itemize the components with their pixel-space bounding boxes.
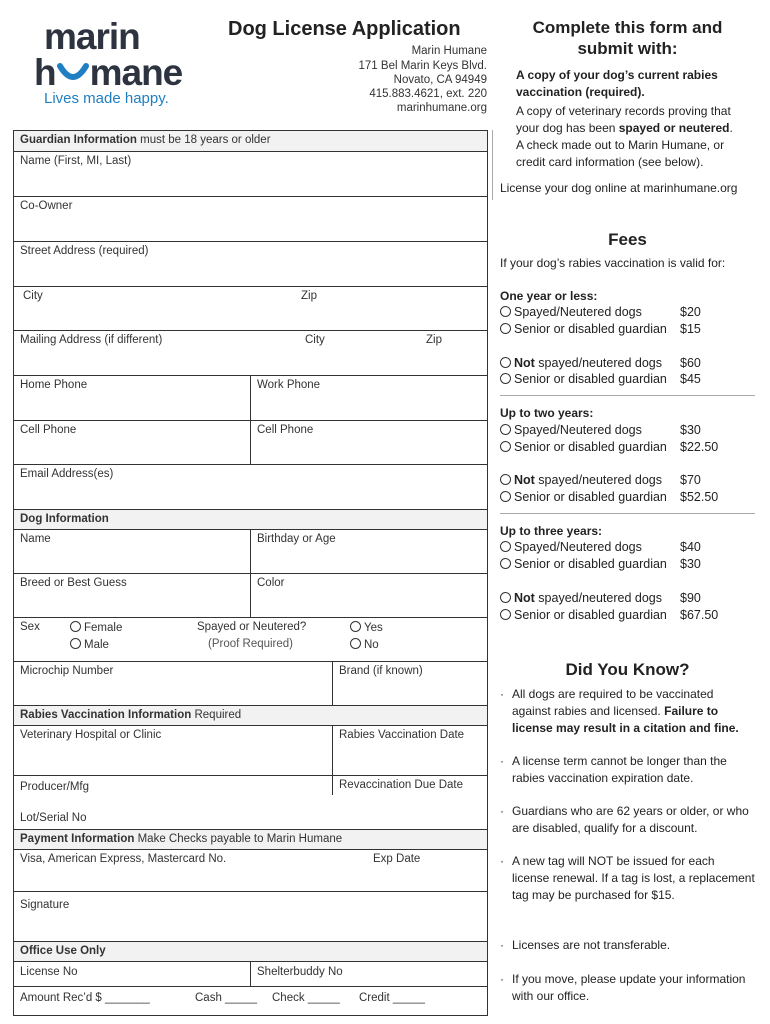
fee-group-1yr: One year or less: — [500, 289, 598, 303]
work-phone-field[interactable] — [250, 376, 487, 420]
home-phone-label: Home Phone — [20, 379, 88, 391]
price-2yr-not-senior: $52.50 — [680, 490, 719, 504]
guardian-name-field[interactable] — [14, 151, 487, 196]
item3-line1: A check made out to Marin Humane, or — [516, 138, 725, 152]
yes-radio-icon — [350, 621, 361, 632]
fee-radio-icon — [500, 441, 511, 452]
rabies-header-note: Required — [194, 709, 242, 721]
male-label: Male — [84, 639, 109, 651]
producer-label: Producer/Mfg — [20, 781, 90, 793]
page-title: Dog License Application — [228, 18, 461, 40]
fee-2yr-not-spayed[interactable] — [500, 473, 662, 487]
signature-label: Signature — [20, 899, 70, 911]
proof-required-label: (Proof Required) — [208, 638, 294, 650]
price-3yr-senior: $30 — [680, 557, 701, 571]
street-address-label: Street Address (required) — [20, 245, 149, 257]
logo-humane-rest: mane — [89, 52, 183, 93]
vacc-date-field[interactable] — [332, 726, 487, 775]
price-3yr-spayed: $40 — [680, 540, 701, 554]
guardian-header-note: must be 18 years or older — [140, 134, 271, 146]
item2-bold: spayed or neutered — [618, 121, 730, 135]
fee-not-bold: Not — [514, 356, 535, 370]
price-2yr-senior: $22.50 — [680, 440, 719, 454]
item3-line2: credit card information (see below). — [516, 155, 704, 169]
brand-field[interactable] — [332, 662, 487, 705]
fees-intro: If your dog’s rabies vaccination is valid for: — [500, 256, 726, 270]
spayed-no-radio[interactable] — [350, 638, 379, 651]
producer-row — [14, 775, 487, 829]
spayed-yes-radio[interactable] — [350, 621, 383, 634]
breed-row — [14, 573, 487, 617]
right-divider — [492, 130, 493, 200]
payment-header-note: Make Checks payable to Marin Humane — [137, 833, 343, 845]
know-bullet-4: · A new tag will NOT be issued for each license renewal. If a tag is lost, a replacement tag may be purchased for $15. — [500, 854, 755, 902]
office-header-title: Office Use Only — [20, 945, 106, 957]
payment-header — [14, 829, 487, 849]
item1-line1: A copy of your dog’s current rabies — [516, 68, 718, 82]
co-owner-field[interactable] — [14, 196, 487, 241]
item2-line2 — [516, 120, 733, 137]
work-phone-label: Work Phone — [257, 379, 321, 391]
mailing-address-field[interactable] — [14, 330, 487, 375]
birthday-label: Birthday or Age — [257, 533, 336, 545]
card-field[interactable] — [14, 849, 487, 891]
spayed-question-label: Spayed or Neutered? — [197, 621, 307, 633]
item2-line1: A copy of veterinary records proving that — [516, 104, 731, 118]
fee-option-label: Spayed/Neutered dogs — [514, 305, 642, 319]
no-radio-icon — [350, 638, 361, 649]
male-radio[interactable] — [70, 638, 109, 651]
know-b5-text: Licenses are not transferable. — [512, 938, 671, 952]
amount-row — [14, 986, 487, 1016]
fee-1yr-spayed[interactable] — [500, 305, 642, 319]
fee-radio-icon — [500, 592, 511, 603]
revacc-field[interactable] — [332, 776, 487, 795]
item2-period: . — [729, 121, 733, 135]
fee-radio-icon — [500, 306, 511, 317]
fee-3yr-not-senior[interactable] — [500, 608, 667, 622]
fee-3yr-not-spayed[interactable] — [500, 591, 662, 605]
logo-humane — [34, 52, 182, 94]
amount-label: Amount Rec’d $ _______ — [20, 992, 150, 1004]
fee-radio-icon — [500, 541, 511, 552]
logo-tagline: Lives made happy. — [44, 90, 169, 107]
smile-icon — [57, 62, 89, 84]
org-city: Novato, CA 94949 — [393, 74, 487, 86]
fee-radio-icon — [500, 491, 511, 502]
fee-option-label: Senior or disabled guardian — [514, 557, 667, 571]
female-label: Female — [84, 622, 123, 634]
fee-not-bold: Not — [514, 591, 535, 605]
org-phone: 415.883.4621, ext. 220 — [369, 88, 487, 100]
know-b1-bold: Failure to license may result in a citation and fine. — [512, 704, 739, 735]
card-label: Visa, American Express, Mastercard No. — [20, 853, 227, 865]
fee-option-label: Spayed/Neutered dogs — [514, 540, 642, 554]
mailing-zip-label: Zip — [426, 334, 442, 346]
fee-radio-icon — [500, 323, 511, 334]
hospital-row — [14, 725, 487, 775]
fee-option-label: Senior or disabled guardian — [514, 490, 667, 504]
mailing-address-label: Mailing Address (if different) — [20, 334, 163, 346]
city-zip-field[interactable] — [14, 286, 487, 330]
check-label: Check _____ — [272, 992, 340, 1004]
know-b3-text: Guardians who are 62 years or older, or who are disabled, qualify for a discount. — [512, 804, 749, 835]
fee-radio-icon — [500, 558, 511, 569]
know-b1-text: All dogs are required to be vaccinated against rabies and licensed. — [512, 687, 714, 718]
org-street: 171 Bel Marin Keys Blvd. — [358, 60, 487, 72]
price-3yr-not-senior: $67.50 — [680, 608, 719, 622]
guardian-header-title: Guardian Information — [20, 134, 137, 146]
color-field[interactable] — [250, 574, 487, 617]
fee-3yr-senior[interactable] — [500, 557, 667, 571]
application-form — [13, 130, 488, 1016]
cell-phone-row — [14, 420, 487, 464]
hospital-label: Veterinary Hospital or Clinic — [20, 729, 162, 741]
brand-label: Brand (if known) — [339, 665, 423, 677]
email-field[interactable] — [14, 464, 487, 509]
exp-date-label: Exp Date — [373, 853, 421, 865]
price-1yr-senior: $15 — [680, 322, 701, 336]
know-bullet-1: · All dogs are required to be vaccinated against rabies and licensed. Failure to license may result in a citation and fine. — [500, 687, 739, 735]
fee-option-label: spayed/neutered dogs — [534, 356, 663, 370]
fees-title: Fees — [608, 230, 647, 249]
birthday-field[interactable] — [250, 530, 487, 573]
complete-title-1: Complete this form and — [532, 18, 723, 37]
fee-radio-icon — [500, 357, 511, 368]
price-1yr-not-spayed: $60 — [680, 356, 701, 370]
fee-option-label: Senior or disabled guardian — [514, 322, 667, 336]
know-b4-text: A new tag will NOT be issued for each license renewal. If a tag is lost, a replacement tag may be purchased for $15. — [512, 854, 755, 902]
fee-1yr-not-senior[interactable] — [500, 372, 667, 386]
know-b6-text: If you move, please update your information with our office. — [512, 972, 746, 1003]
signature-field[interactable] — [14, 891, 487, 941]
fee-option-label: Senior or disabled guardian — [514, 372, 667, 386]
yes-label: Yes — [364, 622, 383, 634]
rabies-header — [14, 705, 487, 725]
payment-header-title: Payment Information — [20, 833, 135, 845]
fee-radio-icon — [500, 424, 511, 435]
fee-radio-icon — [500, 373, 511, 384]
logo-humane-h: h — [34, 52, 56, 93]
fee-option-label: Spayed/Neutered dogs — [514, 423, 642, 437]
fee-divider-2 — [500, 513, 755, 514]
online-license-text: License your dog online at marinhumane.org — [500, 181, 738, 195]
fee-1yr-senior[interactable] — [500, 322, 667, 336]
fee-divider-1 — [500, 395, 755, 396]
cell-phone-2-field[interactable] — [250, 421, 487, 464]
know-bullet-2: · A license term cannot be longer than the rabies vaccination expiration date. — [500, 753, 755, 787]
sex-label: Sex — [20, 621, 40, 633]
color-label: Color — [257, 577, 285, 589]
fee-not-bold: Not — [514, 473, 535, 487]
sex-spay-row — [14, 617, 487, 661]
office-header — [14, 941, 487, 961]
email-label: Email Address(es) — [20, 468, 114, 480]
fee-3yr-spayed[interactable] — [500, 540, 642, 554]
license-row — [14, 961, 487, 986]
price-3yr-not-spayed: $90 — [680, 591, 701, 605]
revacc-label: Revaccination Due Date — [339, 779, 464, 791]
fee-radio-icon — [500, 474, 511, 485]
know-bullet-5: · Licenses are not transferable. — [500, 937, 755, 954]
microchip-label: Microchip Number — [20, 665, 114, 677]
breed-label: Breed or Best Guess — [20, 577, 127, 589]
fee-option-label: spayed/neutered dogs — [534, 473, 663, 487]
dog-header-title: Dog Information — [20, 513, 109, 525]
org-name: Marin Humane — [411, 45, 487, 57]
shelterbuddy-field[interactable] — [250, 962, 487, 986]
lot-label: Lot/Serial No — [20, 812, 87, 824]
street-address-field[interactable] — [14, 241, 487, 286]
fee-2yr-not-senior[interactable] — [500, 490, 667, 504]
complete-title-2: submit with: — [577, 39, 678, 58]
rabies-header-title: Rabies Vaccination Information — [20, 709, 192, 721]
cell-phone-label: Cell Phone — [20, 424, 77, 436]
license-label: License No — [20, 966, 78, 978]
dog-header — [14, 509, 487, 529]
fee-option-label: spayed/neutered dogs — [534, 591, 663, 605]
cash-label: Cash _____ — [195, 992, 258, 1004]
price-1yr-not-senior: $45 — [680, 372, 701, 386]
female-radio-icon — [70, 621, 81, 632]
female-radio[interactable] — [70, 621, 122, 634]
item1-line2: vaccination (required). — [516, 85, 645, 99]
mailing-city-label: City — [305, 334, 325, 346]
price-1yr-spayed: $20 — [680, 305, 701, 319]
city-label: City — [23, 290, 43, 302]
shelterbuddy-label: Shelterbuddy No — [257, 966, 343, 978]
microchip-row — [14, 661, 487, 705]
no-label: No — [364, 639, 379, 651]
credit-label: Credit _____ — [359, 992, 425, 1004]
know-b2-text: A license term cannot be longer than the rabies vaccination expiration date. — [512, 754, 727, 785]
cell-phone-2-label: Cell Phone — [257, 424, 314, 436]
fee-radio-icon — [500, 609, 511, 620]
guardian-header — [14, 131, 487, 151]
fee-option-label: Senior or disabled guardian — [514, 608, 667, 622]
price-2yr-spayed: $30 — [680, 423, 701, 437]
phone-row — [14, 375, 487, 420]
zip-label: Zip — [301, 290, 317, 302]
know-bullet-3: · Guardians who are 62 years or older, or who are disabled, qualify for a discount. — [500, 803, 755, 837]
dog-name-row — [14, 529, 487, 573]
guardian-name-label: Name (First, MI, Last) — [20, 155, 132, 167]
know-title: Did You Know? — [565, 660, 690, 679]
male-radio-icon — [70, 638, 81, 649]
fee-2yr-senior[interactable] — [500, 440, 667, 454]
fee-1yr-not-spayed[interactable] — [500, 356, 662, 370]
vacc-date-label: Rabies Vaccination Date — [339, 729, 465, 741]
org-web: marinhumane.org — [396, 102, 487, 114]
fee-option-label: Senior or disabled guardian — [514, 440, 667, 454]
logo-marin: marin — [44, 16, 140, 57]
dog-name-label: Name — [20, 533, 51, 545]
item2-text: your dog has been — [516, 121, 619, 135]
fee-group-3yr: Up to three years: — [500, 524, 603, 538]
fee-group-2yr: Up to two years: — [500, 406, 594, 420]
know-bullet-6: · If you move, please update your information with our office. — [500, 971, 755, 1005]
co-owner-label: Co-Owner — [20, 200, 73, 212]
price-2yr-not-spayed: $70 — [680, 473, 701, 487]
fee-2yr-spayed[interactable] — [500, 423, 642, 437]
